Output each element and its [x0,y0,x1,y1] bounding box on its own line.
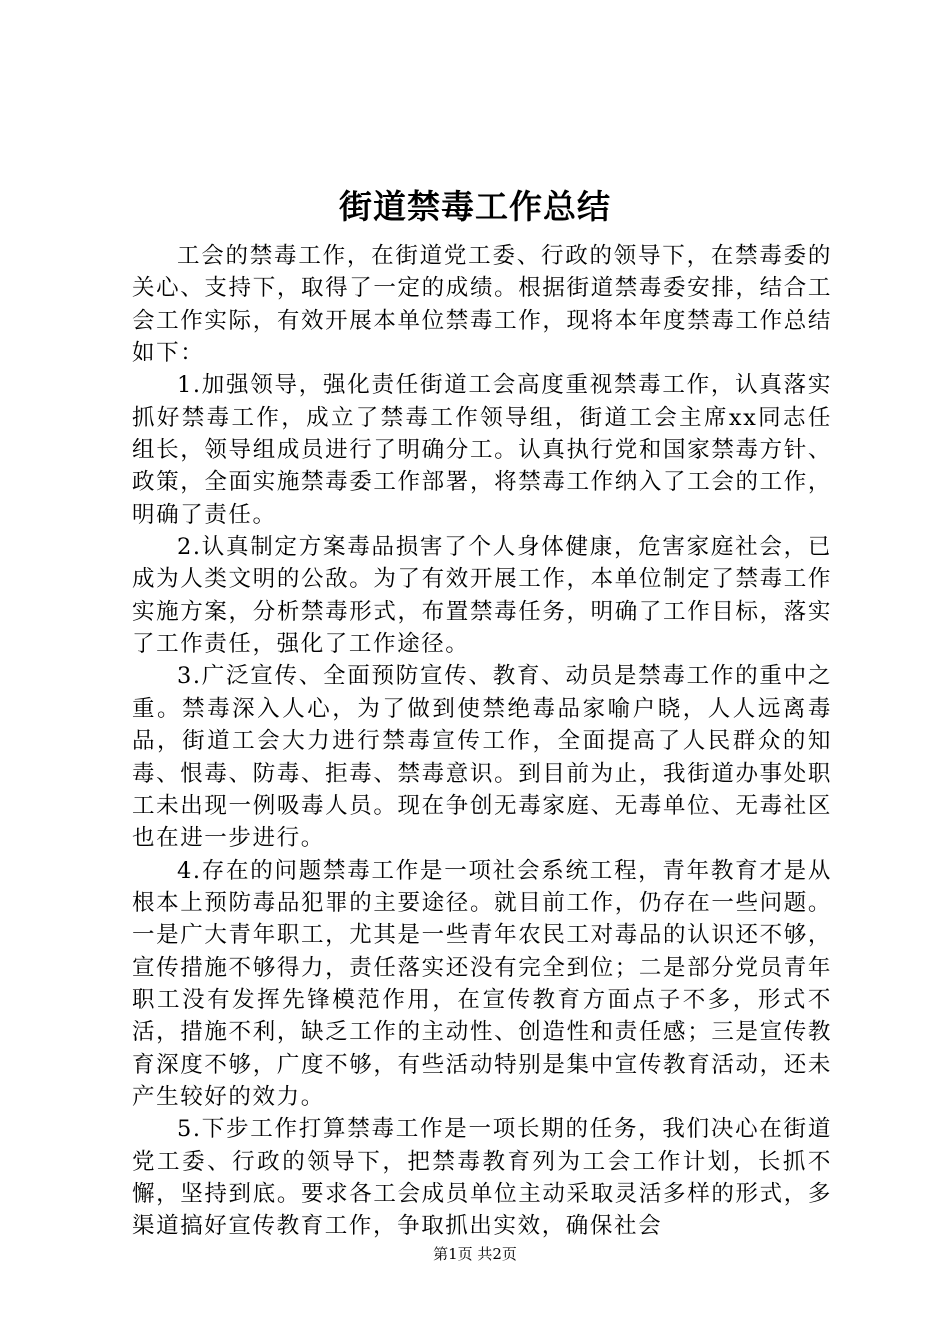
paragraph-intro: 工会的禁毒工作，在街道党工委、行政的领导下，在禁毒委的关心、支持下，取得了一定的成绩。根据街道禁毒委安排，结合工会工作实际，有效开展本单位禁毒工作，现将本年度禁毒工作总结如下： [132,243,832,367]
paragraph-section-1: 1.加强领导，强化责任街道工会高度重视禁毒工作，认真落实抓好禁毒工作，成立了禁毒工作领导组，街道工会主席xx同志任组长，领导组成员进行了明确分工。认真执行党和国家禁毒方针、政策，全面实施禁毒委工作部署，将禁毒工作纳入了工会的工作，明确了责任。 [132,372,832,528]
paragraph-section-5: 5.下步工作打算禁毒工作是一项长期的任务，我们决心在街道党工委、行政的领导下，把禁毒教育列为工会工作计划，长抓不懈，坚持到底。要求各工会成员单位主动采取灵活多样的形式，多渠道搞好宣传教育工作，争取抓出实效，确保社会 [132,1116,832,1240]
paragraph-section-3: 3.广泛宣传、全面预防宣传、教育、动员是禁毒工作的重中之重。禁毒深入人心，为了做到使禁绝毒品家喻户晓，人人远离毒品，街道工会大力进行禁毒宣传工作，全面提高了人民群众的知毒、恨毒、防毒、拒毒、禁毒意识。到目前为止，我街道办事处职工未出现一例吸毒人员。现在争创无毒家庭、无毒单位、无毒社区也在进一步进行。 [132,663,832,852]
paragraph-section-2: 2.认真制定方案毒品损害了个人身体健康，危害家庭社会，已成为人类文明的公敌。为了有效开展工作，本单位制定了禁毒工作实施方案，分析禁毒形式，布置禁毒任务，明确了工作目标，落实了工作责任，强化了工作途径。 [132,534,832,658]
document-title: 街道禁毒工作总结 [339,187,611,226]
document-body [132,240,832,1243]
page-number-footer: 第1页 共2页 [433,1245,517,1263]
paragraph-section-4: 4.存在的问题禁毒工作是一项社会系统工程，青年教育才是从根本上预防毒品犯罪的主要途径。就目前工作，仍存在一些问题。一是广大青年职工，尤其是一些青年农民工对毒品的认识还不够，宣传措施不够得力，责任落实还没有完全到位；二是部分党员青年职工没有发挥先锋模范作用，在宣传教育方面点子不多，形式不活，措施不利，缺乏工作的主动性、创造性和责任感；三是宣传教育深度不够，广度不够，有些活动特别是集中宣传教育活动，还未产生较好的效力。 [132,857,832,1110]
